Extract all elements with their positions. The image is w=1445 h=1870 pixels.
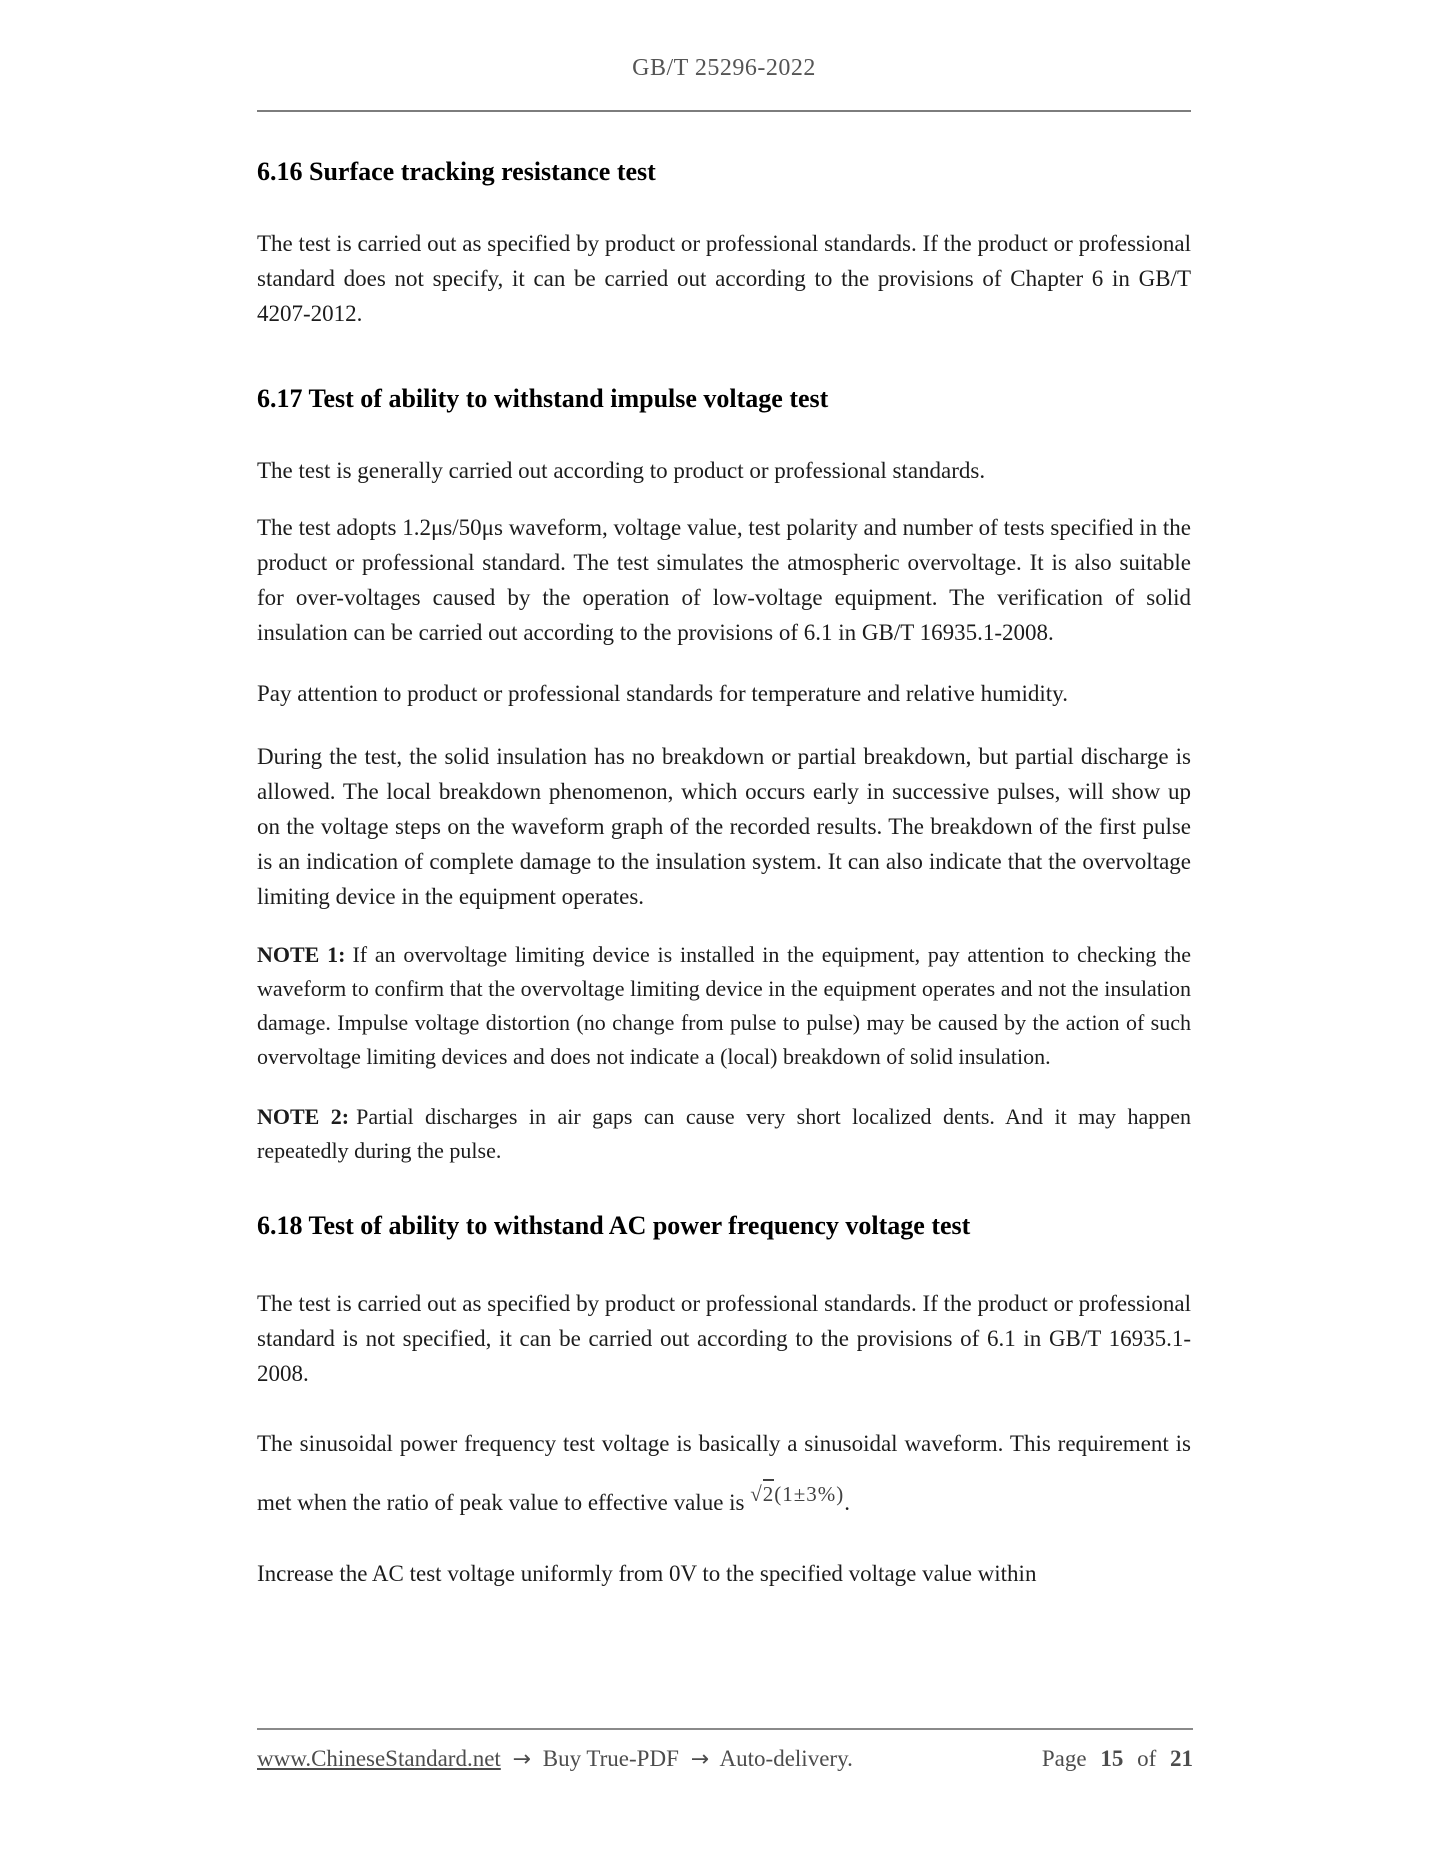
right-arrow-icon: → [512, 1747, 531, 1772]
section-6-17-paragraph-4: During the test, the solid insulation has no breakdown or partial breakdown, but partial discharge is allowed. The local breakdown phenomenon, which occurs early in successive pulses, will show up on the voltage steps on the waveform graph of the recorded results. The breakdown of the first pulse is an indication of complete damage to the insulation system. It can also indicate that the overvoltage limiting device in the equipment operates. [257, 744, 1191, 909]
formula-period: . [844, 1490, 851, 1515]
page-content [257, 156, 1191, 1591]
note-2 [257, 1100, 1191, 1168]
page-indicator [1034, 1746, 1193, 1772]
page-footer [257, 1728, 1193, 1772]
page-label: Page [1041, 1746, 1087, 1771]
site-link[interactable]: www.ChineseStandard.net [257, 1746, 501, 1771]
section-6-17-heading: 6.17 Test of ability to withstand impulse voltage test [257, 384, 829, 413]
sqrt-formula [750, 1479, 844, 1506]
formula-lead-text: The sinusoidal power frequency test voltage is basically a sinusoidal waveform. This requirement is met when the ratio of peak value to effective value is [257, 1431, 1191, 1515]
section-6-18-heading: 6.18 Test of ability to withstand AC power frequency voltage test [257, 1211, 971, 1240]
section-6-18-paragraph-3: Increase the AC test voltage uniformly from 0V to the specified voltage value within [257, 1561, 1037, 1586]
note-2-label: NOTE 2: [257, 1104, 350, 1129]
section-6-17-paragraph-1: The test is generally carried out according to product or professional standards. [257, 458, 986, 483]
formula-rest: (1±3%) [774, 1482, 845, 1506]
radicand: 2 [763, 1479, 775, 1506]
section-6-16-paragraph: The test is carried out as specified by product or professional standards. If the product or professional standard does not specify, it can be carried out according to the provisions of Chapter 6 in GB/T 4207-2012. [257, 231, 1191, 326]
page-number: 15 [1100, 1746, 1124, 1771]
radical-sign: √ [750, 1482, 763, 1506]
header-rule [257, 110, 1191, 112]
section-6-17-paragraph-2: The test adopts 1.2μs/50μs waveform, voltage value, test polarity and number of tests specified in the product or professional standard. The test simulates the atmospheric overvoltage. It is also suitable for over-voltages caused by the operation of low-voltage equipment. The verification of solid insulation can be carried out according to the provisions of 6.1 in GB/T 16935.1-2008. [257, 515, 1191, 645]
note-1-label: NOTE 1: [257, 942, 346, 967]
note-1-text: If an overvoltage limiting device is installed in the equipment, pay attention to checking the waveform to confirm that the overvoltage limiting device in the equipment operates and not the insulation damage. Impulse voltage distortion (no change from pulse to pulse) may be caused by the action of such overvoltage limiting devices and does not indicate a (local) breakdown of solid insulation. [257, 942, 1191, 1069]
note-1 [257, 938, 1191, 1074]
standard-number: GB/T 25296-2022 [632, 55, 816, 81]
of-label: of [1137, 1746, 1157, 1771]
right-arrow-icon: → [690, 1747, 710, 1772]
section-6-18-paragraph-2 [257, 1419, 1191, 1528]
footer-links [257, 1746, 859, 1772]
section-6-17-paragraph-3: Pay attention to product or professional standards for temperature and relative humidity. [257, 681, 1068, 706]
total-pages: 21 [1170, 1746, 1193, 1771]
auto-delivery-label: Auto-delivery. [719, 1746, 853, 1771]
section-6-18-paragraph-1: The test is carried out as specified by product or professional standards. If the product or professional standard is not specified, it can be carried out according to the provisions of 6.1 in GB/T 16935.1-2008. [257, 1291, 1191, 1386]
note-2-text: Partial discharges in air gaps can cause very short localized dents. And it may happen repeatedly during the pulse. [257, 1104, 1191, 1163]
section-6-16-heading: 6.16 Surface tracking resistance test [257, 157, 656, 186]
buy-true-pdf-label: Buy True-PDF [542, 1746, 679, 1771]
running-header [257, 52, 1191, 112]
